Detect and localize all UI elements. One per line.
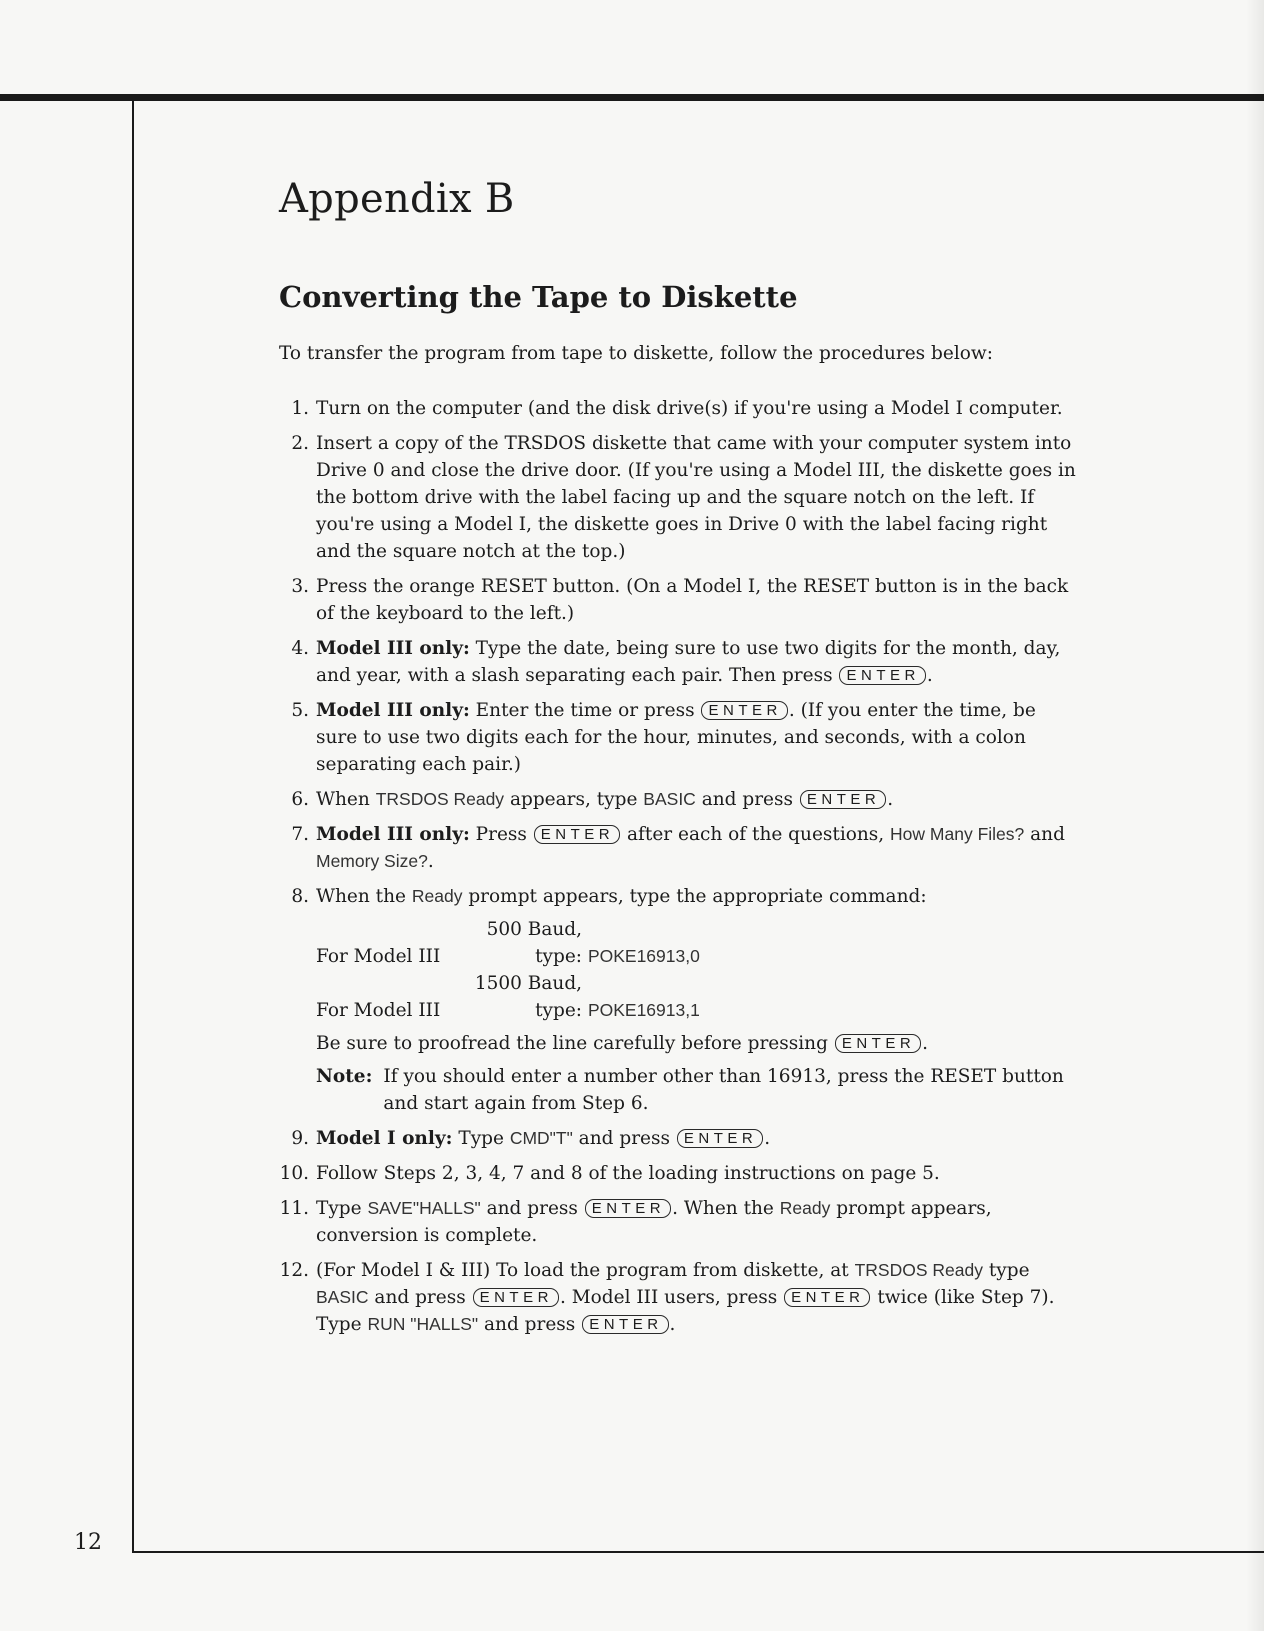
top-rule [0,94,1264,101]
enter-key: ENTER [701,701,787,720]
step-text: Enter the time or press [469,700,695,721]
step-8: 8. When the Ready prompt appears, type the appropriate command: For Model III 500 Baud, type: POKE16913,0 For Model III 1500 Baud, type: POKE16913,1 Be sure to proofread the line carefully before pressing ENTER . Note: If you should enter a number other than 16913, press the RESET button and start again from Step 6. [279,883,1079,1117]
note [316,1063,1079,1117]
step-number: 9. [291,1128,309,1149]
step-number: 7. [291,824,309,845]
step-text: Type the date, being sure to use two digits for the month, day, and year, with a slash separating each pair. Then press [316,638,1061,686]
enter-key: ENTER [835,1034,921,1053]
step-qualifier: Model III only: [316,638,470,659]
step-qualifier: Model III only: [316,700,470,721]
step-number: 1. [291,398,309,419]
intro-text: To transfer the program from tape to diskette, follow the procedures below: [279,343,993,364]
step-2 [279,430,1079,565]
step-text: Turn on the computer (and the disk drive(s) if you're using a Model I computer. [316,398,1063,419]
step-3 [279,573,1079,627]
step-number: 12. [279,1260,309,1281]
screen-text: How Many Files? [890,824,1025,844]
step-6: 6. When TRSDOS Ready appears, type BASIC and press ENTER . [279,786,1079,813]
step-number: 5. [291,700,309,721]
bottom-rule [132,1551,1264,1553]
command-text: CMD"T" [509,1128,573,1148]
step-1 [279,395,1079,422]
proofread-line: Be sure to proofread the line carefully before pressing ENTER . [316,1033,929,1054]
procedure-steps [279,395,1079,1346]
step-number: 10. [279,1163,309,1184]
step-10 [279,1160,1079,1187]
screen-text: Ready [411,886,463,906]
enter-key: ENTER [585,1199,671,1218]
enter-key: ENTER [839,666,925,685]
step-5 [279,697,1079,778]
step-qualifier: Model III only: [316,824,470,845]
step-text-continued: . (If you enter the time, be sure to use two digits each for the hour, minutes, and seconds, with a colon separating each pair.) [316,700,1036,775]
step-text: Press the orange RESET button. (On a Model I, the RESET button is in the back of the keyboard to the left.) [316,576,1069,624]
step-11: 11. Type SAVE"HALLS" and press ENTER . When the Ready prompt appears, conversion is complete. [279,1195,1079,1249]
step-number: 4. [291,638,309,659]
screen-text: TRSDOS Ready [375,789,505,809]
enter-key: ENTER [784,1288,870,1307]
page-title: Appendix B [279,176,515,222]
step-text: Follow Steps 2, 3, 4, 7 and 8 of the loading instructions on page 5. [316,1163,940,1184]
page-edge-shadow [1246,0,1264,1631]
command-lines [316,916,1079,1024]
step-number: 6. [291,789,309,810]
note-text: If you should enter a number other than 16913, press the RESET button and start again from Step 6. [383,1066,1064,1114]
step-7: 7. Model III only: Press ENTER after each of the questions, How Many Files? and Memory Size?. [279,821,1079,875]
command-text: POKE16913,1 [587,1000,700,1020]
section-heading: Converting the Tape to Diskette [279,280,798,314]
enter-key: ENTER [800,790,886,809]
step-4: 4. Model III only: Type the date, being sure to use two digits for the month, day, and year, with a slash separating each pair. Then press ENTER . [279,635,1079,689]
command-line-1500: For Model III 1500 Baud, type: POKE16913,1 [316,973,700,1021]
enter-key: ENTER [534,825,620,844]
enter-key: ENTER [677,1129,763,1148]
step-number: 8. [291,886,309,907]
step-9: 9. Model I only: Type CMD"T" and press ENTER . [279,1125,1079,1152]
step-number: 11. [279,1198,309,1219]
step-qualifier: Model I only: [316,1128,453,1149]
step-number: 3. [291,576,309,597]
screen-text: TRSDOS Ready [854,1260,983,1280]
command-text: BASIC [643,789,696,809]
command-text: BASIC [316,1287,369,1307]
command-text: POKE16913,0 [587,946,700,966]
step-number: 2. [291,433,309,454]
screen-text: Memory Size? [316,851,428,871]
note-label: Note: [316,1066,373,1087]
command-line-500: For Model III 500 Baud, type: POKE16913,0 [316,919,700,967]
command-text: SAVE"HALLS" [367,1198,481,1218]
page-number: 12 [74,1530,102,1555]
left-margin-rule [132,101,134,1553]
step-text: Insert a copy of the TRSDOS diskette that came with your computer system into Drive 0 and close the drive door. (If you're using a Model III, the diskette goes in the bottom drive with the label facing up and the square notch on the left. If you're using a Model I, the diskette goes in Drive 0 with the label facing right and the square notch at the top.) [316,433,1076,562]
enter-key: ENTER [582,1315,668,1334]
enter-key: ENTER [473,1288,559,1307]
command-text: RUN "HALLS" [367,1314,479,1334]
step-12: 12. (For Model I & III) To load the program from diskette, at TRSDOS Ready type BASIC and press ENTER . Model III users, press ENTER twice (like Step 7). Type RUN "HALLS" and press ENTER . [279,1257,1079,1338]
screen-text: Ready [779,1198,831,1218]
